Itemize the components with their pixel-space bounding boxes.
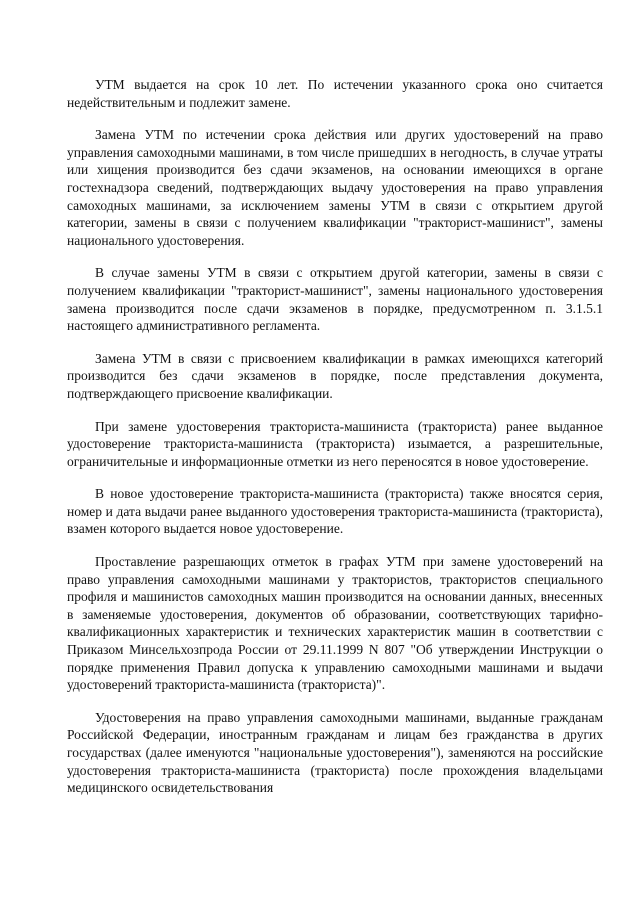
paragraph-national-licenses: Удостоверения на право управления самоходными машинами, выданные гражданам Российской Федерации, иностранным гражданам и лицам без гражданства в других государствах (далее именуются "национальные удостоверения"), заменяются на российские удостоверения тракториста-машиниста (тракториста) после прохождения владельцами медицинского освидетельствования — [67, 709, 603, 796]
paragraph-validity-term: УТМ выдается на срок 10 лет. По истечении указанного срока оно считается недействительным и подлежит замене. — [67, 77, 603, 110]
paragraph-old-license-seizure: При замене удостоверения тракториста-машиниста (тракториста) ранее выданное удостоверение тракториста-машиниста (тракториста) изымается, а разрешительные, ограничительные и информационные отметки из него переносятся в новое удостоверение. — [67, 418, 603, 469]
paragraph-replacement-with-exams: В случае замены УТМ в связи с открытием другой категории, замены в связи с получением квалификации "тракторист-машинист", замены национального удостоверения замена производится после сдачи экзаменов в порядке, предусмотренном п. 3.1.5.1 настоящего административного регламента. — [67, 265, 603, 334]
document-page — [67, 76, 603, 812]
paragraph-previous-license-details: В новое удостоверение тракториста-машиниста (тракториста) также вносятся серия, номер и дата выдачи ранее выданного удостоверения тракториста-машиниста (тракториста), взамен которого выдается новое удостоверение. — [67, 486, 603, 537]
paragraph-permit-marks: Проставление разрешающих отметок в графах УТМ при замене удостоверений на право управления самоходными машинами у трактористов, трактористов специального профиля и машинистов самоходных машин производится на основании данных, внесенных в заменяемые удостоверения, документов об образовании, соответствующих тарифно-квалификационных характеристик и технических характеристик машин в соответствии с Приказом Минсельхозпрода России от 29.11.1999 N 807 "Об утверждении Инструкции о порядке применения Правил допуска к управлению самоходными машинами и выдачи удостоверений тракториста-машиниста (тракториста)". — [67, 554, 603, 693]
paragraph-replacement-without-exams: Замена УТМ по истечении срока действия или других удостоверений на право управления самоходными машинами, в том числе пришедших в негодность, в случае утраты или хищения производится без сдачи экзаменов, на основании имеющихся в органе гостехнадзора сведений, подтверждающих выдачу удостоверения на право управления самоходных машинами, за исключением замены УТМ в связи с открытием другой категории, замены в связи с получением квалификации "тракторист-машинист", замены национального удостоверения. — [67, 127, 603, 248]
paragraph-qualification-assignment: Замена УТМ в связи с присвоением квалификации в рамках имеющихся категорий производится без сдачи экзаменов в порядке, после представления документа, подтверждающего присвоение квалификации. — [67, 350, 603, 401]
